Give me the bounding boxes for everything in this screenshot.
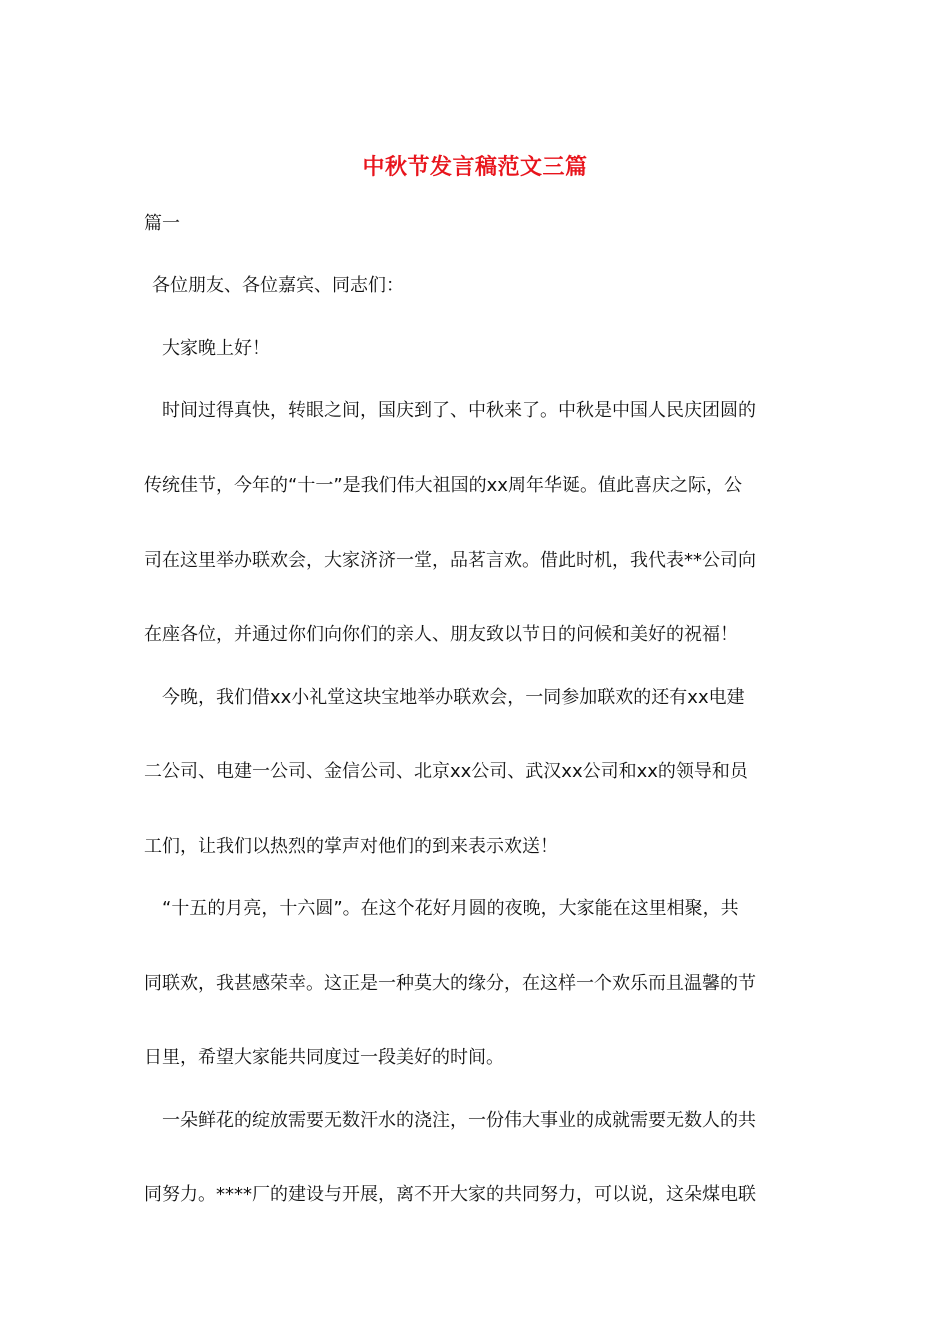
greeting: 大家晚上好！: [162, 338, 270, 359]
paragraph-line: 司在这里举办联欢会，大家济济一堂，品茗言欢。借此时机，我代表**公司向: [144, 550, 756, 571]
paragraph-line: “十五的月亮，十六圆”。在这个花好月圆的夜晚，大家能在这里相聚，共: [162, 898, 739, 919]
section-heading: 篇一: [144, 213, 180, 234]
paragraph-line: 时间过得真快，转眼之间，国庆到了、中秋来了。中秋是中国人民庆团圆的: [162, 400, 756, 421]
paragraph-line: 一朵鲜花的绽放需要无数汗水的浇注，一份伟大事业的成就需要无数人的共: [162, 1110, 756, 1131]
paragraph-line: 二公司、电建一公司、金信公司、北京xx公司、武汉xx公司和xx的领导和员: [144, 761, 748, 782]
paragraph-line: 今晚，我们借xx小礼堂这块宝地举办联欢会，一同参加联欢的还有xx电建: [162, 687, 745, 708]
paragraph-line: 日里，希望大家能共同度过一段美好的时间。: [144, 1047, 504, 1068]
document-title: 中秋节发言稿范文三篇: [362, 154, 588, 180]
paragraph-line: 工们，让我们以热烈的掌声对他们的到来表示欢送！: [144, 836, 558, 857]
salutation: 各位朋友、各位嘉宾、同志们：: [152, 275, 404, 296]
paragraph-line: 传统佳节，今年的“十一”是我们伟大祖国的xx周年华诞。值此喜庆之际，公: [144, 475, 742, 496]
paragraph-line: 在座各位，并通过你们向你们的亲人、朋友致以节日的问候和美好的祝福！: [144, 624, 738, 645]
paragraph-line: 同联欢，我甚感荣幸。这正是一种莫大的缘分，在这样一个欢乐而且温馨的节: [144, 973, 756, 994]
paragraph-line: 同努力。****厂的建设与开展，离不开大家的共同努力，可以说，这朵煤电联: [144, 1184, 756, 1205]
